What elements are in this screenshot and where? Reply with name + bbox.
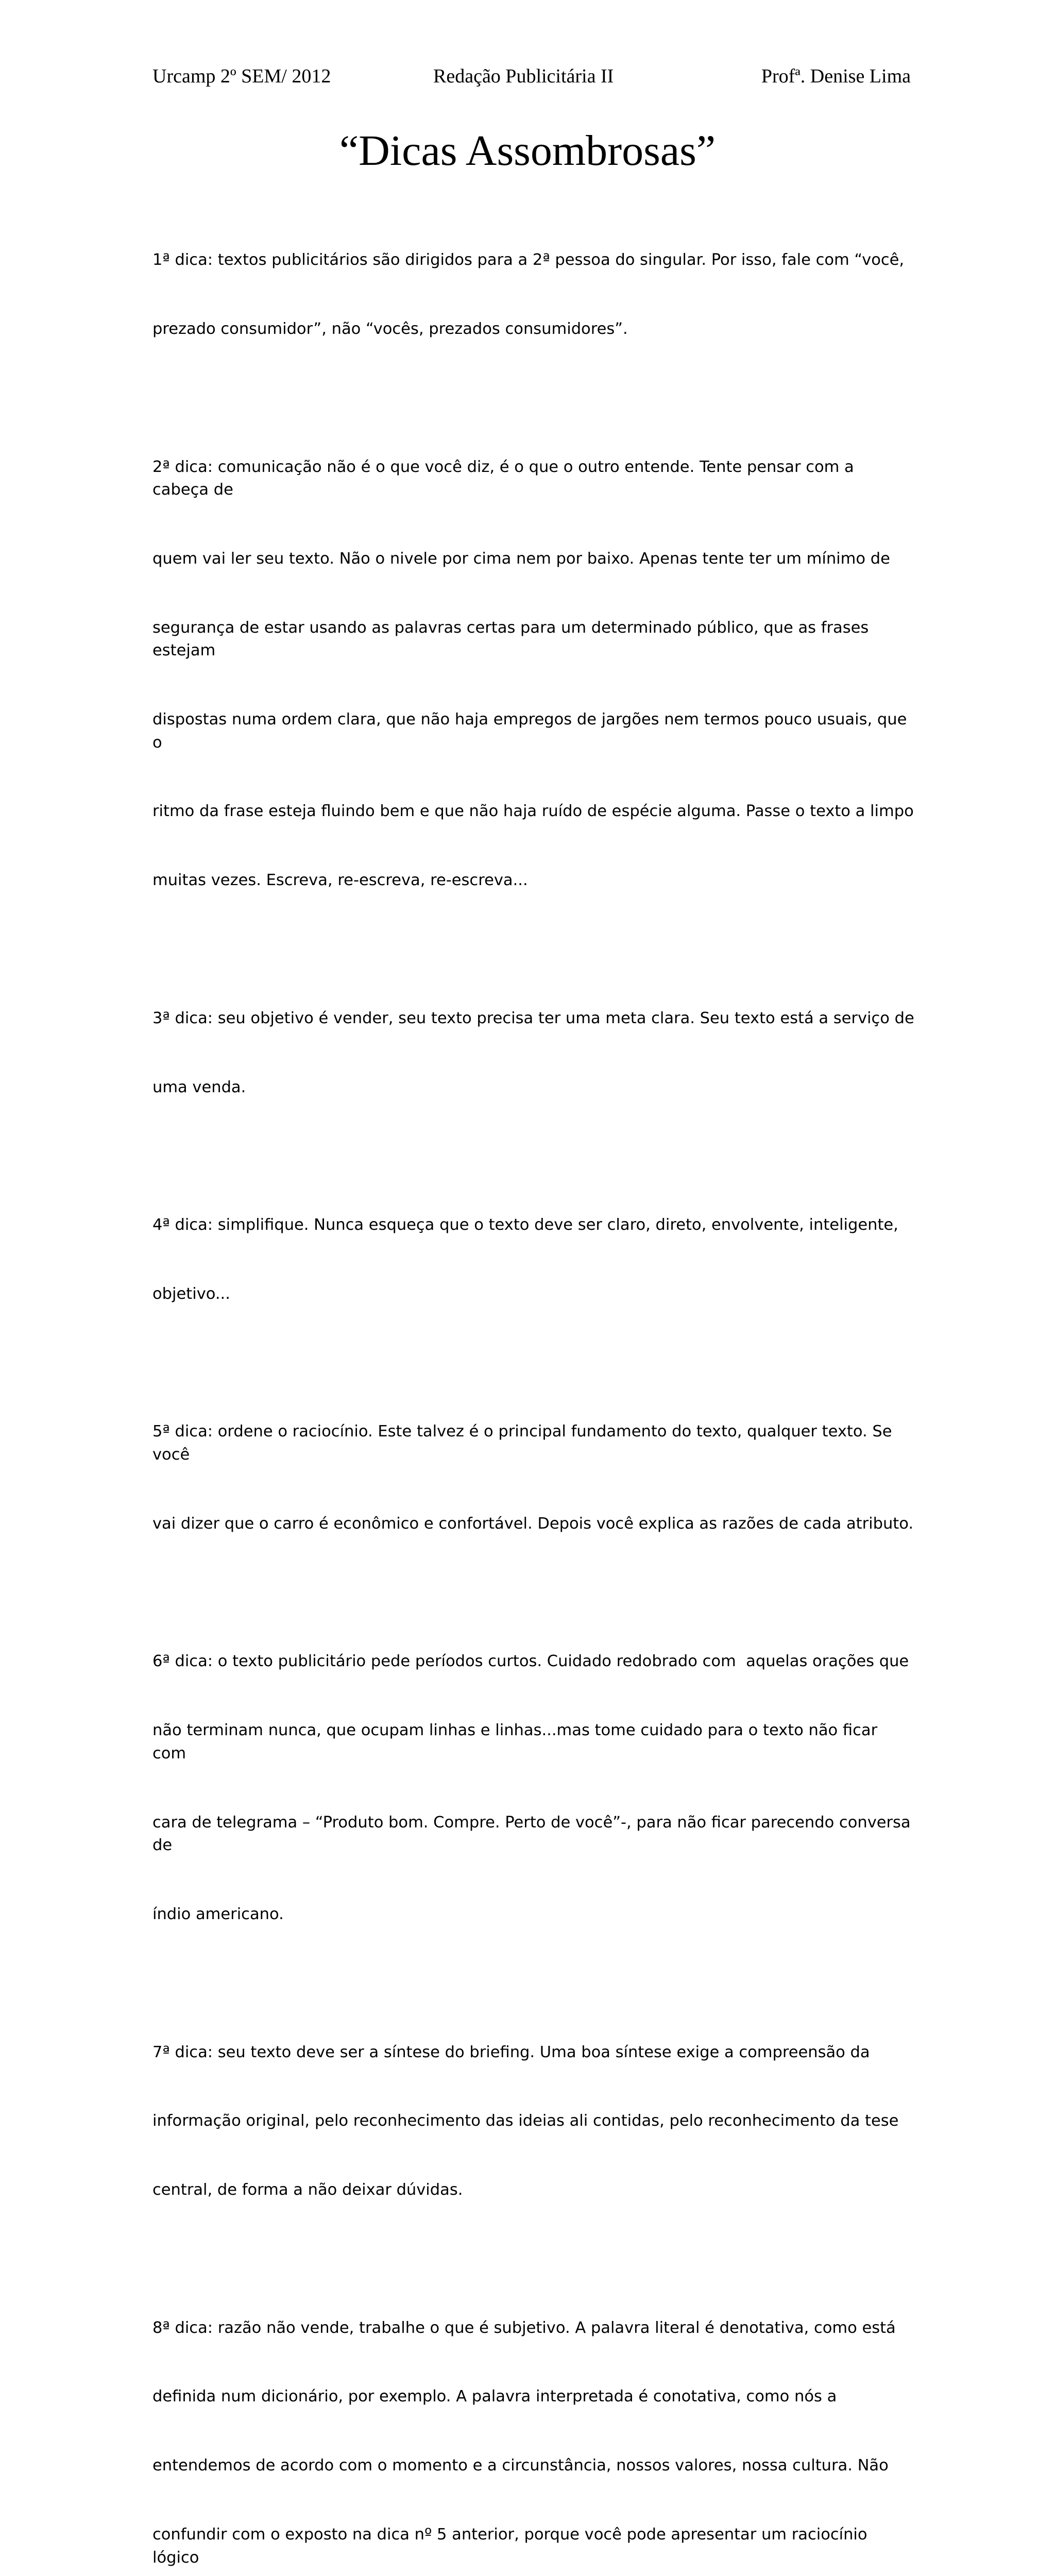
text-line: quem vai ler seu texto. Não o nivele por cima nem por baixo. Apenas tente ter um mínimo de xyxy=(152,549,890,568)
text-line: ritmo da frase esteja fluindo bem e que não haja ruído de espécie alguma. Passe o texto a limpo xyxy=(152,802,914,821)
tip-5 xyxy=(152,1375,915,1581)
text-line: 2ª dica: comunicação não é o que você diz, é o que o outro entende. Tente pensar com a cabeça de xyxy=(152,457,859,499)
tip-4 xyxy=(152,1168,915,1352)
document-title: “Dicas Assombrosas” xyxy=(339,127,716,175)
text-line: não terminam nunca, que ocupam linhas e linhas...mas tome cuidado para o texto não ficar com xyxy=(152,1721,882,1762)
text-line: central, de forma a não deixar dúvidas. xyxy=(152,2181,463,2199)
text-line: cara de telegrama – “Produto bom. Compre. Perto de você”-, para não ficar parecendo conversa de xyxy=(152,1813,916,1855)
text-line: prezado consumidor”, não “vocês, prezados consumidores”. xyxy=(152,319,628,338)
text-line: dispostas numa ordem clara, que não haja empregos de jargões nem termos pouco usuais, que o xyxy=(152,710,912,752)
header-professor: Profª. Denise Lima xyxy=(761,65,911,87)
tip-7 xyxy=(152,1995,915,2248)
text-line: muitas vezes. Escreva, re-escreva, re-escreva... xyxy=(152,871,528,890)
page-header xyxy=(152,61,911,92)
tip-2 xyxy=(152,410,915,938)
text-line: objetivo... xyxy=(152,1284,230,1303)
text-line: 5ª dica: ordene o raciocínio. Este talvez é o principal fundamento do texto, qualquer texto. Se você xyxy=(152,1422,897,1464)
text-line: 8ª dica: razão não vende, trabalhe o que é subjetivo. A palavra literal é denotativa, como está xyxy=(152,2318,896,2337)
tip-6 xyxy=(152,1604,915,1972)
tip-3 xyxy=(152,961,915,1145)
text-line: definida num dicionário, por exemplo. A palavra interpretada é conotativa, como nós a xyxy=(152,2387,837,2406)
text-line: 1ª dica: textos publicitários são dirigidos para a 2ª pessoa do singular. Por isso, fale com “você, xyxy=(152,251,905,269)
header-course: Redação Publicitária II xyxy=(433,65,614,87)
text-line: 7ª dica: seu texto deve ser a síntese do briefing. Uma boa síntese exige a compreensão da xyxy=(152,2043,870,2061)
tip-8 xyxy=(152,2270,915,2576)
document-body xyxy=(152,203,915,2576)
tip-1 xyxy=(152,203,915,387)
text-line: confundir com o exposto na dica nº 5 anterior, porque você pode apresentar um raciocínio lógico xyxy=(152,2525,873,2567)
text-line: 6ª dica: o texto publicitário pede períodos curtos. Cuidado redobrado com aquelas orações que xyxy=(152,1652,909,1671)
text-line: 3ª dica: seu objetivo é vender, seu texto precisa ter uma meta clara. Seu texto está a serviço de xyxy=(152,1009,914,1027)
text-line: vai dizer que o carro é econômico e confortável. Depois você explica as razões de cada atributo. xyxy=(152,1514,914,1533)
text-line: 4ª dica: simplifique. Nunca esqueça que o texto deve ser claro, direto, envolvente, inteligente, xyxy=(152,1216,898,1234)
text-line: informação original, pelo reconhecimento das ideias ali contidas, pelo reconhecimento da tese xyxy=(152,2112,899,2130)
header-institution: Urcamp 2º SEM/ 2012 xyxy=(152,65,331,87)
text-line: segurança de estar usando as palavras certas para um determinado público, que as frases estejam xyxy=(152,618,874,660)
text-line: entendemos de acordo com o momento e a circunstância, nossos valores, nossa cultura. Não xyxy=(152,2456,889,2475)
text-line: uma venda. xyxy=(152,1078,246,1096)
text-line: índio americano. xyxy=(152,1905,284,1923)
